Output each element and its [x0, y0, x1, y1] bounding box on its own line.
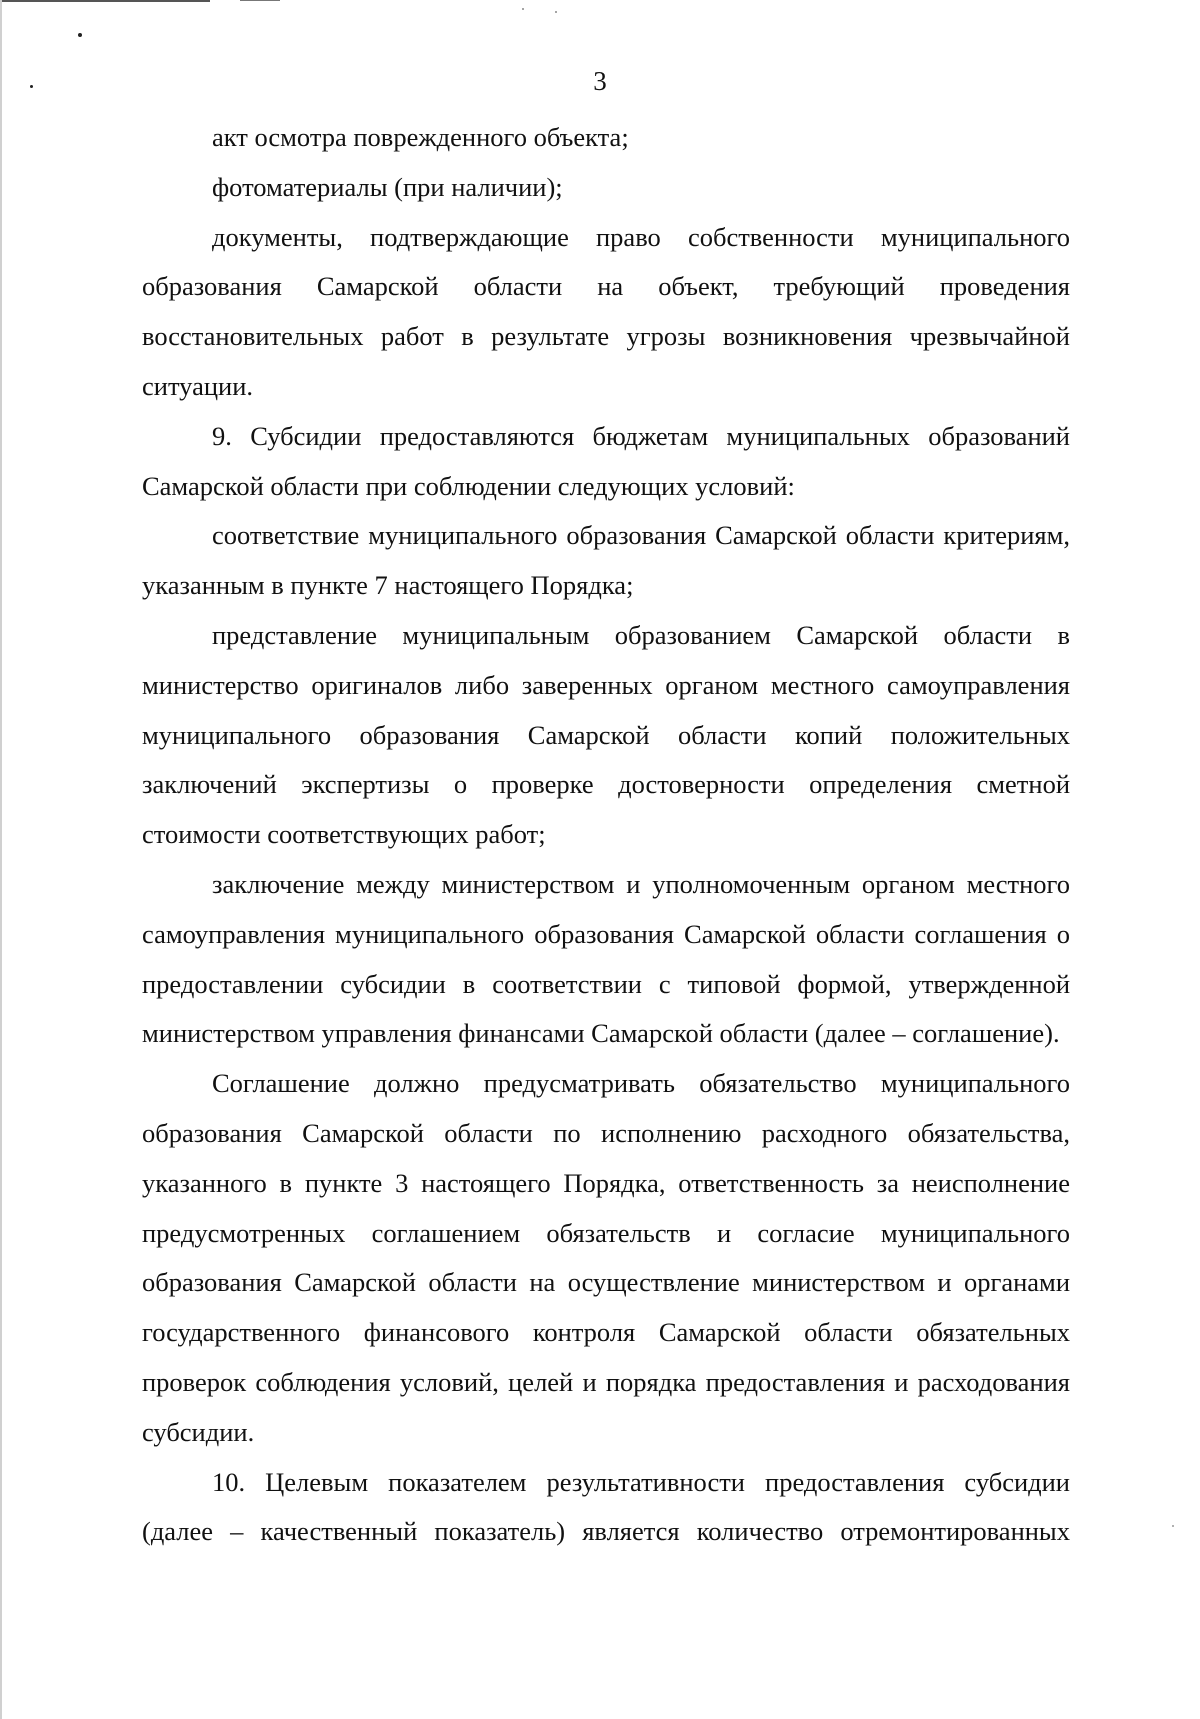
scan-speck: [555, 11, 557, 13]
page-number: 3: [593, 66, 607, 96]
scan-speck: [522, 8, 524, 10]
scan-artifact-edge: [0, 0, 2, 1719]
paragraph-agreement-conclusion: заключение между министерством и уполномоченным органом местного самоуправления муниципального образования Самарской области соглашения о предоставлении субсидии в соответствии с типовой формой, утвержденной министерством управления финансами Самарской области (далее – соглашение).: [142, 868, 1070, 1049]
document-body: [142, 113, 1070, 1557]
scan-artifact-line: [240, 0, 280, 1]
paragraph-clause-10: 10. Целевым показателем результативности предоставления субсидии (далее – качественный показатель) является количество отремонтированных: [142, 1466, 1070, 1547]
paragraph-ownership-documents: документы, подтверждающие право собственности муниципального образования Самарской области на объект, требующий проведения восстановительных работ в результате угрозы возникновения чрезвычайной ситуации.: [142, 221, 1070, 401]
scan-speck: [78, 33, 82, 37]
paragraph-criteria-compliance: соответствие муниципального образования Самарской области критериям, указанным в пункте 7 настоящего Порядка;: [142, 520, 1070, 601]
scan-speck: [1172, 1525, 1174, 1527]
paragraph-expertise-submission: представление муниципальным образованием Самарской области в министерство оригиналов либо заверенных органом местного самоуправления муниципального образования Самарской области копий положительных заключений экспертизы о проверке достоверности определения сметной стоимости соответствующих работ;: [142, 619, 1070, 850]
paragraph-agreement-obligations: Соглашение должно предусматривать обязательство муниципального образования Самарской области по исполнению расходного обязательства, указанного в пункте 3 настоящего Порядка, ответственность за неисполнение предусмотренных соглашением обязательств и согласие муниципального образования Самарской области на осуществление министерством и органами государственного финансового контроля Самарской области обязательных проверок соблюдения условий, целей и порядка предоставления и расходования субсидии.: [142, 1068, 1070, 1447]
paragraph-photo-materials: фотоматериалы (при наличии);: [212, 171, 563, 202]
paragraph-inspection-act: акт осмотра поврежденного объекта;: [212, 122, 629, 152]
paragraph-clause-9: 9. Субсидии предоставляются бюджетам муниципальных образований Самарской области при соблюдении следующих условий:: [142, 420, 1070, 501]
scan-artifact-line: [0, 0, 210, 2]
